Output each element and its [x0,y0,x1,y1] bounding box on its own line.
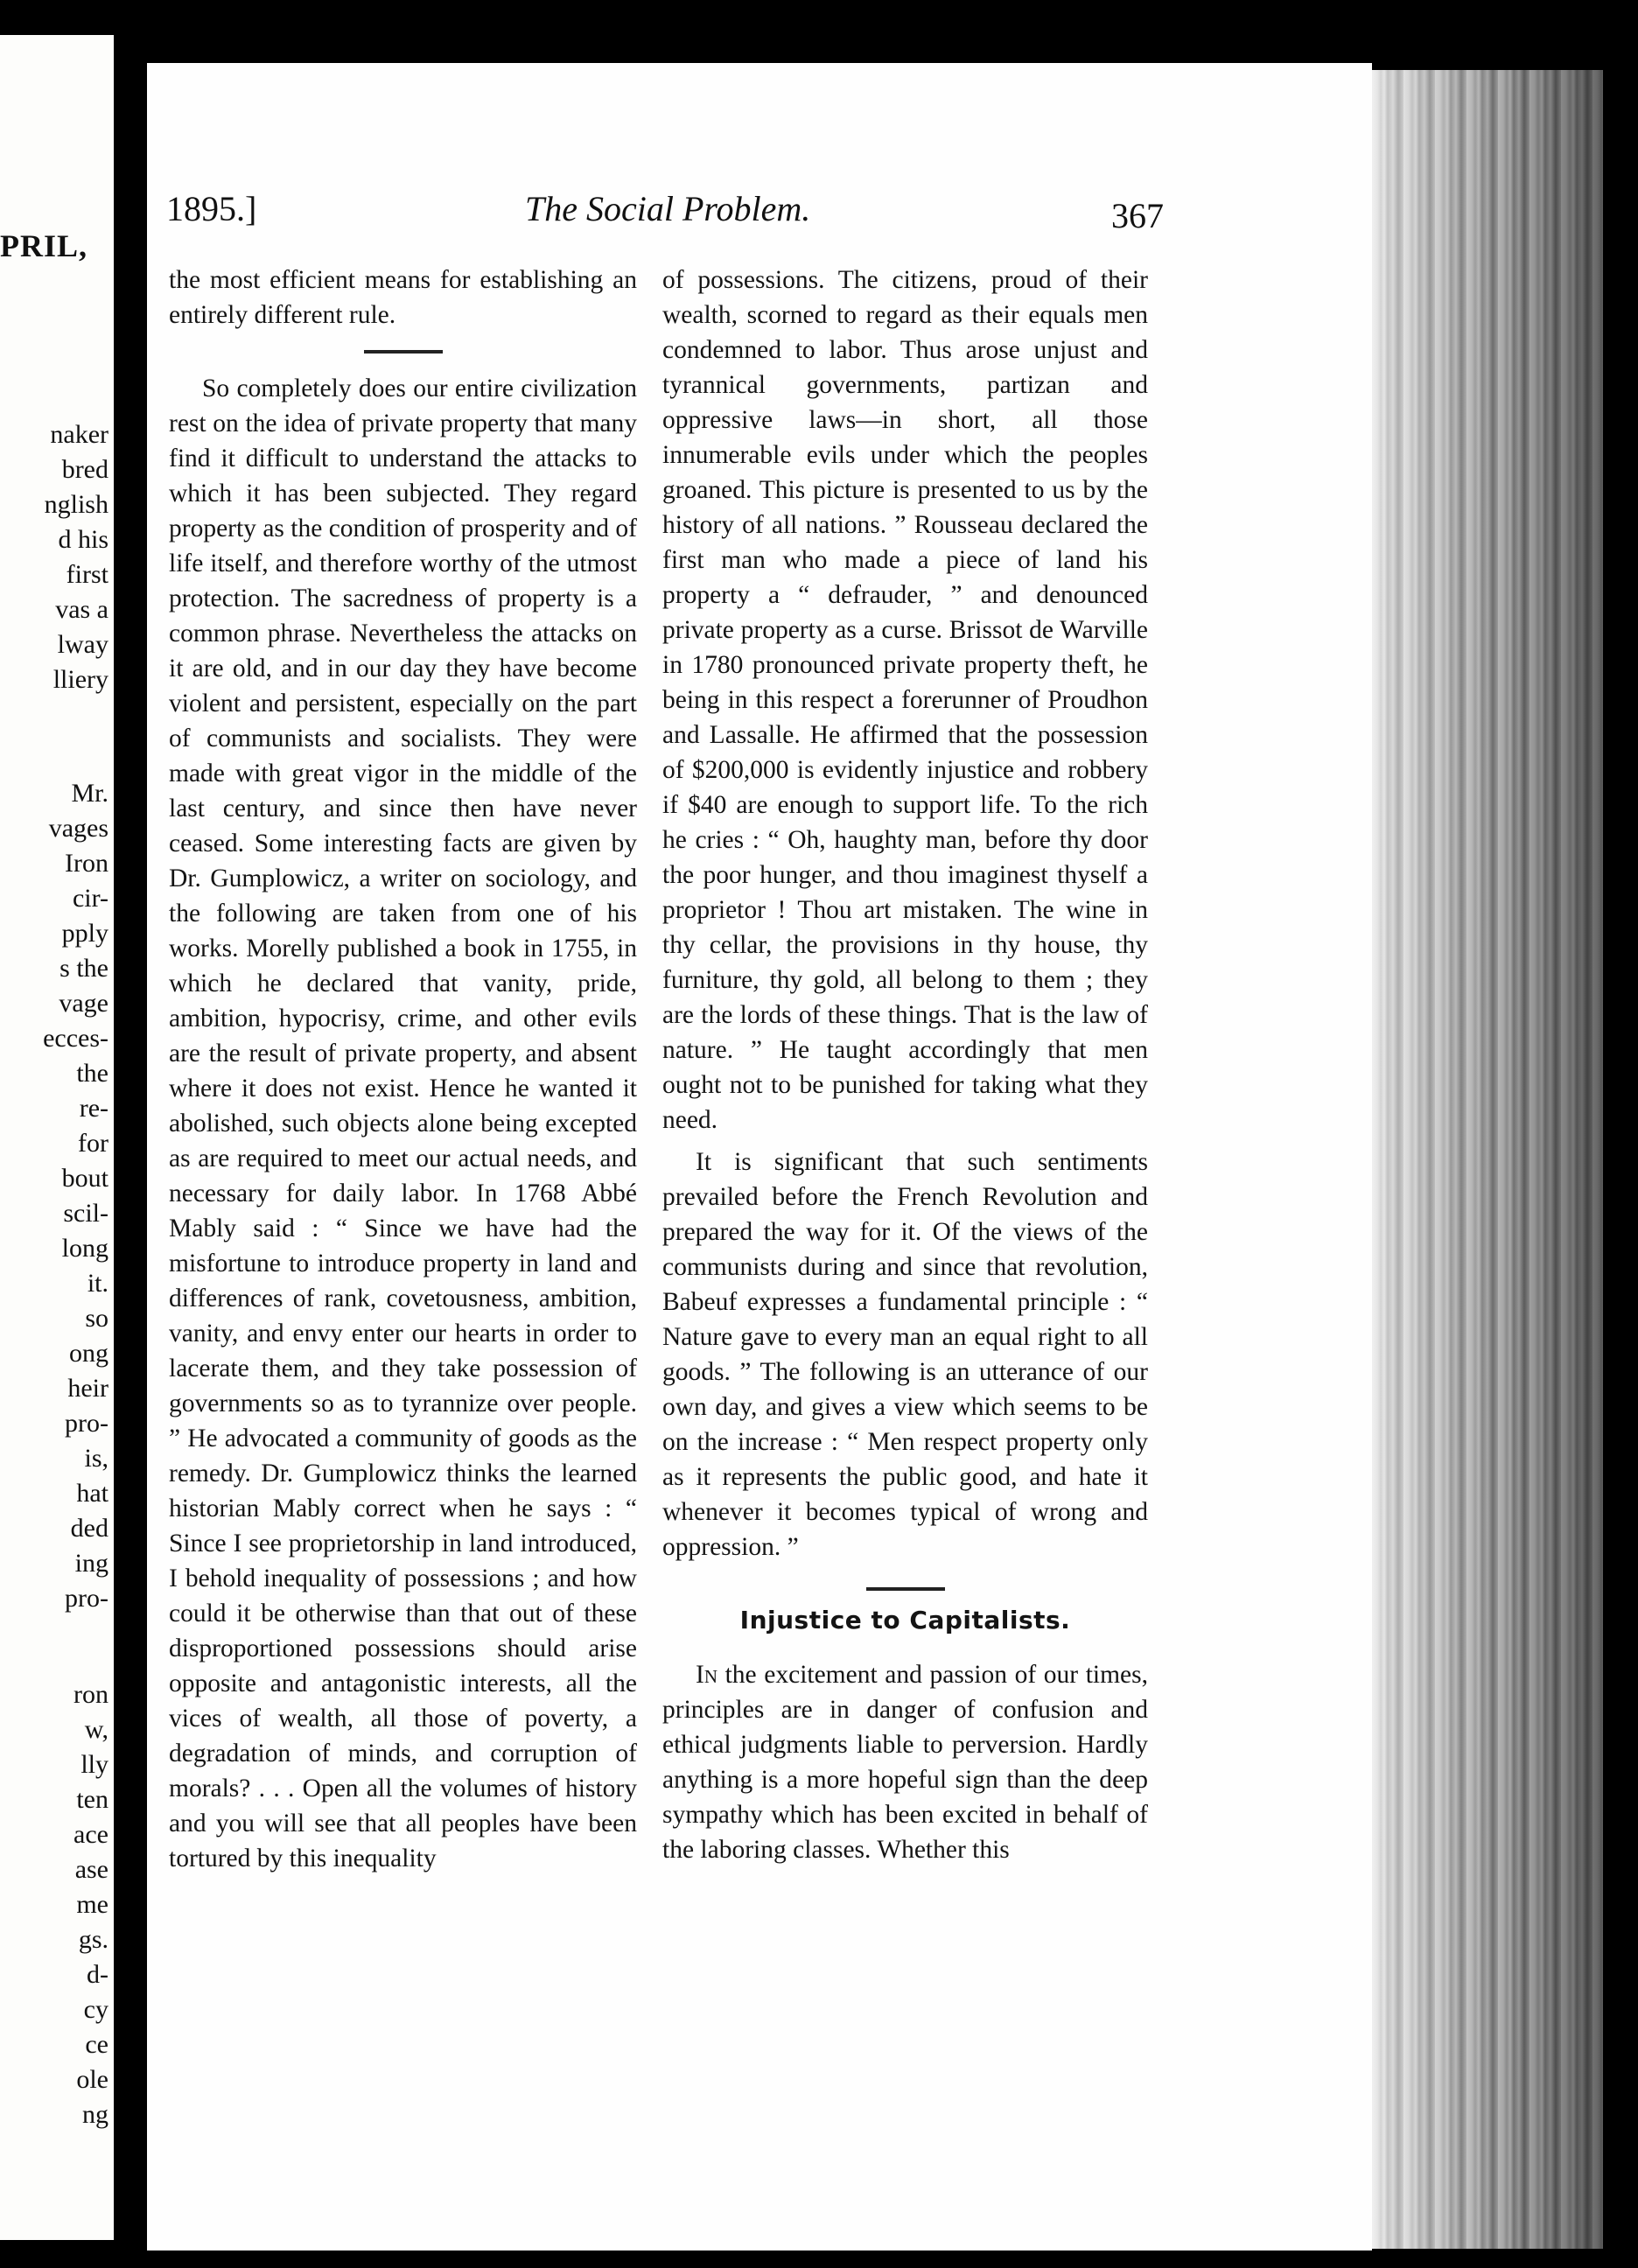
facing-page-line: bout [61,1164,108,1193]
facing-page-line: w, [84,1715,108,1744]
paragraph [662,1657,1148,1867]
lead-word: In [696,1661,718,1689]
book-page-stack-edge [1372,70,1603,2249]
facing-page-line: lliery [52,665,108,694]
facing-page-line: ecces- [43,1024,108,1053]
facing-page-line: cy [83,1995,108,2024]
facing-page-line: ron [74,1680,108,1709]
facing-page-header-fragment: PRIL, [0,228,88,263]
paragraph-text: the excitement and passion of our times, principles are in danger of confusion and ethical judgments liable to perversion. Hardly anything is a more hopeful sign than the deep sympathy which has been excited in behalf of the laboring classes. Whether this [662,1661,1148,1864]
facing-page-line: Mr. [71,779,108,808]
facing-page-line: vas a [55,595,108,624]
facing-page-line: scil- [63,1199,108,1228]
facing-page-line: gs. [78,1925,108,1954]
facing-page-line: s the [60,954,108,983]
facing-page-line: ce [85,2030,108,2059]
facing-page-line: pro- [65,1409,108,1438]
facing-page-line: vages [48,814,108,843]
running-head-title: The Social Problem. [525,189,811,228]
facing-page-line: ten [76,1785,108,1814]
right-column [662,262,1148,1867]
section-heading: Injustice to Capitalists. [739,1606,1071,1634]
facing-page-line: ing [74,1549,108,1578]
facing-page-line: first [66,560,108,589]
paragraph: So completely does our entire civilization rest on the idea of private property that many find it difficult to understand the attacks to which it has been subjected. They regard property as the condition of prosperity and of life itself, and therefore worthy of the utmost protection. The sacredness of property is a common phrase. Nevertheless the attacks on it are old, and in our day they have become violent and persistent, especially on the part of communists and socialists. They were made with great vigor in the middle of the last century, and since then have never ceased. Some interesting facts are given by Dr. Gumplowicz, a writer on sociology, and the following are taken from one of his works. Morelly published a book in 1755, in which he declared that vanity, pride, ambition, hypocrisy, crime, and other evils are the result of private property, and absent where it does not exist. Hence he wanted it abolished, such objects alone being excepted as are required to meet our actual needs, and necessary for daily labor. In 1768 Abbé Mably said : “ Since we have had the misfortune to introduce property in land and differences of rank, covetousness, ambition, vanity, and envy enter our hearts in order to lacerate them, and they take possession of governments so as to tyrannize over people. ” He advocated a community of goods as the remedy. Dr. Gumplowicz thinks the learned historian Mably correct when he says : “ Since I see proprietorship in land introduced, I behold inequality of possessions ; and how could it be otherwise than that out of these disproportioned possessions should arise opposite and antagonistic interests, all the vices of wealth, all those of poverty, a degradation of minds, and corruption of morals? . . . Open all the volumes of history and you will see that all peoples have been tortured by this inequality [169,374,637,1872]
facing-page-line: ded [70,1514,108,1543]
facing-page-line: is, [84,1444,108,1473]
running-head [166,188,1172,241]
running-head-year: 1895.] [166,189,257,228]
section-divider [866,1587,945,1591]
facing-page-line: cir- [72,884,108,913]
facing-page-line: the [76,1059,108,1088]
facing-page-line: lly [80,1750,108,1779]
facing-page-line: ong [69,1339,108,1368]
page-number: 367 [1111,196,1164,235]
facing-page-line: Iron [65,849,108,878]
facing-page-line: re- [79,1094,108,1123]
facing-page-edge [0,35,130,2240]
facing-page-line: heir [67,1374,108,1403]
facing-page-line: for [78,1129,108,1158]
facing-page-line: naker [50,420,108,449]
facing-page-line: nglish [44,490,108,519]
left-column [169,262,637,1876]
facing-page-line: ng [82,2100,108,2129]
facing-page-line: lway [57,630,108,659]
facing-page-line: long [61,1234,108,1263]
facing-page-line: d- [87,1960,108,1989]
facing-page-line: ase [74,1855,108,1884]
facing-page-line: pro- [65,1584,108,1613]
facing-page-line: d his [58,525,108,554]
facing-page-line: me [76,1890,108,1919]
section-divider [364,350,443,354]
paragraph: It is significant that such sentiments prevailed before the French Revolution and prepared the way for it. Of the views of the communists during and since that revolution, Babeuf expresses a fundamental principle : “ Nature gave to every man an equal right to all goods. ” The following is an utterance of our own day, and gives a view which seems to be on the increase : “ Men respect property only as it represents the public good, and hate it whenever it becomes typical of wrong and oppression. ” [662,1148,1148,1561]
facing-page-line: so [85,1304,108,1333]
facing-page-line: vage [59,989,108,1018]
facing-page-line: it. [87,1269,108,1298]
facing-page-line: pply [61,919,108,948]
facing-page-line: ole [76,2065,108,2094]
facing-page-line: hat [76,1479,108,1508]
paragraph: of possessions. The citizens, proud of their wealth, scorned to regard as their equals men condemned to labor. Thus arose unjust and tyrannical governments, partizan and oppressive laws—in short, all those innumerable evils under which the peoples groaned. This picture is presented to us by the history of all nations. ” Rousseau declared the first man who made a piece of land his property a “ defrauder, ” and denounced private property as a curse. Brissot de Warville in 1780 pronounced private property theft, he being in this respect a forerunner of Proudhon and Lassalle. He affirmed that the possession of $200,000 is evidently injustice and robbery if $40 are enough to support life. To the rich he cries : “ Oh, haughty man, before thy door the poor hunger, and thou imaginest thyself a proprietor ! Thou art mistaken. The wine in thy cellar, the provisions in thy house, thy furniture, thy gold, all belong to them ; they are the lords of these things. That is the law of nature. ” He taught accordingly that men ought not to be punished for taking what they need. [662,266,1148,1134]
facing-page-line: ace [74,1820,108,1849]
paragraph: the most efficient means for establishing an entirely different rule. [169,266,637,329]
facing-page-line: bred [61,455,108,484]
